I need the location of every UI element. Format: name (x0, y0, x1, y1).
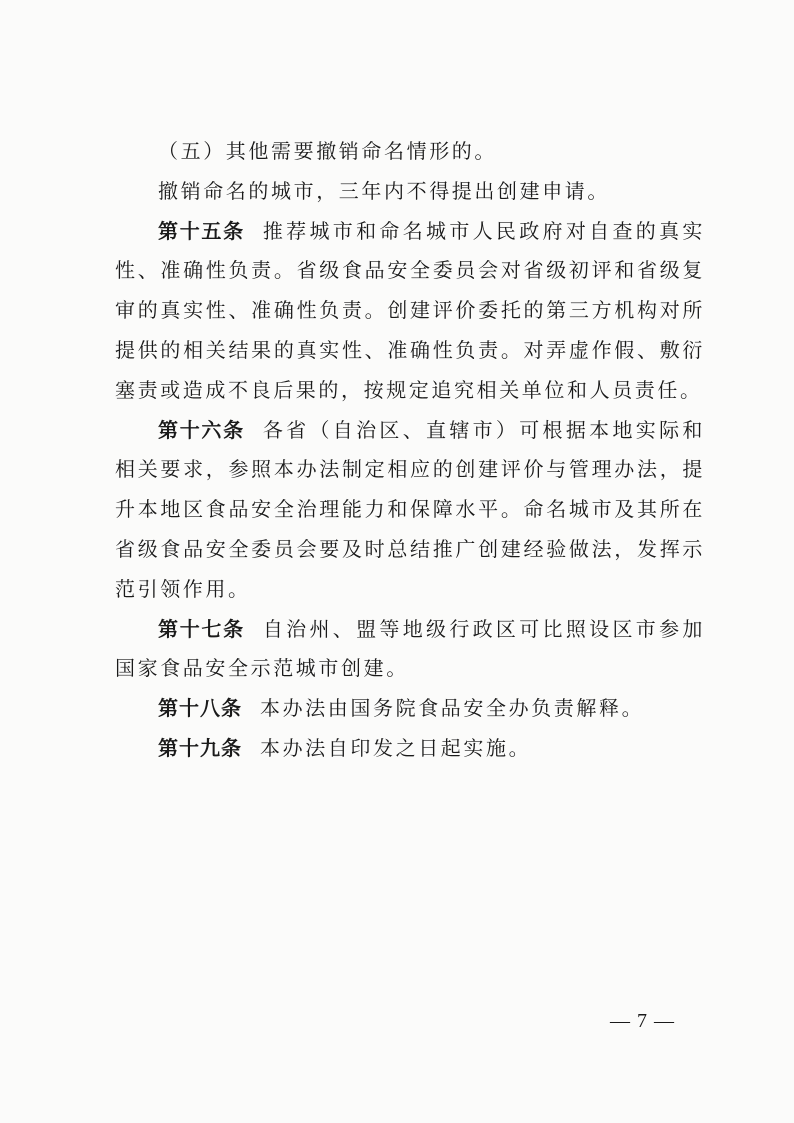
article-18 (115, 689, 705, 729)
article-19 (115, 729, 705, 769)
paragraph-revocation (115, 172, 705, 212)
article-number: 第十六条 (158, 417, 245, 442)
article-text: 推荐城市和命名城市人民政府对自查的真实性、准确性负责。省级食品安全委员会对省级初评和省级复审的真实性、准确性负责。创建评价委托的第三方机构对所提供的相关结果的真实性、准确性负责。对弄虚作假、敷衍塞责或造成不良后果的，按规定追究相关单位和人员责任。 (115, 218, 706, 402)
article-17 (115, 610, 705, 690)
article-text: 本办法自印发之日起实施。 (260, 735, 532, 760)
article-number: 第十九条 (158, 735, 242, 760)
article-15 (115, 212, 705, 411)
paragraph-text: 撤销命名的城市，三年内不得提出创建申请。 (158, 178, 610, 203)
article-text: 自治州、盟等地级行政区可比照设区市参加国家食品安全示范城市创建。 (115, 616, 706, 681)
paragraph-text: （五）其他需要撤销命名情形的。 (158, 139, 497, 163)
article-text: 各省（自治区、直辖市）可根据本地实际和相关要求，参照本办法制定相应的创建评价与管理办法，提升本地区食品安全治理能力和保障水平。命名城市及其所在省级食品安全委员会要及时总结推广创建经验做法，发挥示范引领作用。 (115, 417, 706, 601)
paragraph-item-5 (115, 132, 705, 172)
article-number: 第十八条 (158, 696, 242, 721)
article-number: 第十五条 (158, 218, 245, 243)
article-number: 第十七条 (158, 616, 245, 641)
article-16 (115, 411, 705, 610)
article-text: 本办法由国务院食品安全办负责解释。 (260, 696, 645, 721)
page-number: — 7 — (610, 1010, 675, 1032)
document-body (115, 132, 705, 769)
